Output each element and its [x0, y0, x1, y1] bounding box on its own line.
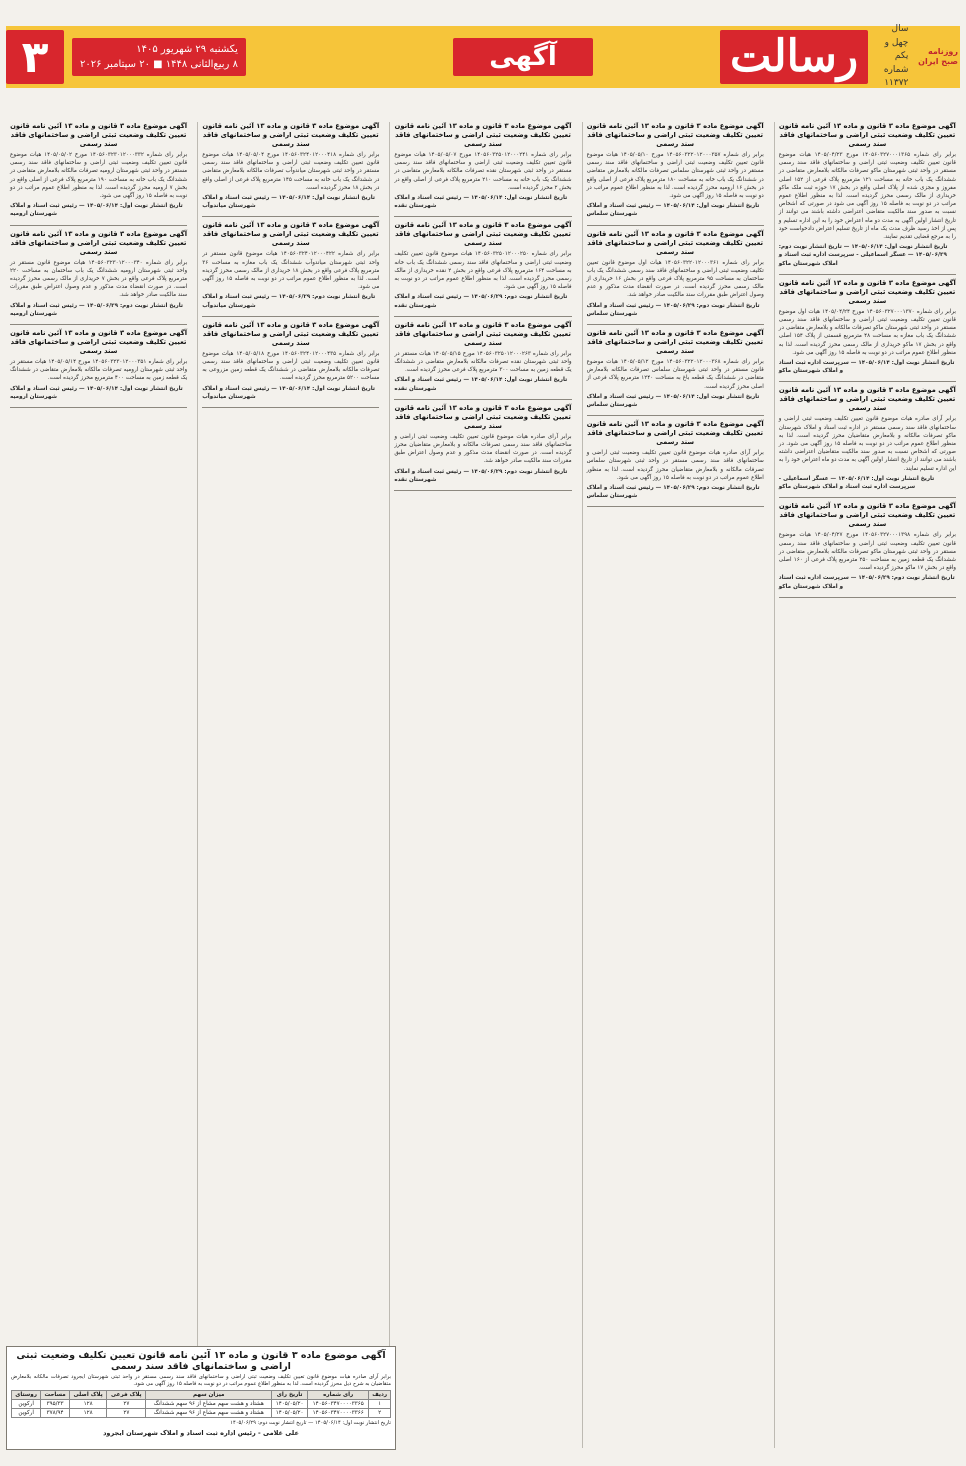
notice-body: برابر رای شماره ۱۴۰۵۶۰۳۲۵۰۱۲۰۰۰۲۴۱ مورخ ۱۴۰۵/۰۵/۰۷ هیات موضوع قانون تعیین تکلیف وضعیت ثبتی اراضی و ساختمانهای فاقد سند رسمی مستقر در واحد ثبتی شهرستان نقده تصرفات مالکانه بلامعارض متقاضی در ششدانگ یک باب خانه به مساحت ۲۱۰ مترمربع پلاک فرعی از اصلی واقع در بخش ۲ محرز گردیده است. — [394, 152, 572, 191]
notice-body: برابر رای شماره ۱۴۰۵۶۰۳۲۴۰۱۲۰۰۰۴۲۲ هیات موضوع قانون مستقر در واحد ثبتی شهرستان میاندوآب ششدانگ یک باب مغازه به مساحت ۳۶ مترمربع پلاک فرعی واقع در بخش ۱۸ خریداری از مالک رسمی محرز گردیده است. لذا به منظور اطلاع عموم مراتب در دو نوبت به فاصله ۱۵ روز آگهی می شود. — [202, 251, 380, 291]
notice-title: آگهی موضوع ماده ۳ قانون و ماده ۱۳ آئین نامه قانون تعیین تکلیف وضعیت ثبتی اراضی و ساختمانهای فاقد سند رسمی — [778, 122, 956, 148]
notice-column — [389, 122, 575, 1448]
legal-notice — [10, 230, 187, 318]
bottom-notice-box — [6, 1346, 396, 1450]
date-persian: یکشنبه ۲۹ شهریور ۱۴۰۵ — [136, 44, 238, 55]
notice-divider — [779, 497, 956, 498]
legal-notice — [587, 122, 764, 219]
notice-signature: تاریخ انتشار نوبت اول: ۱۴۰۵/۰۶/۱۴ — رئیس ثبت اسناد و املاک شهرستان سلماس — [586, 393, 760, 409]
table-cell: ۱۴۰۵۶۰۳۴۷۰۰۰۰۳۳۶۵ — [308, 1400, 369, 1409]
table-header-cell: تاریخ رای — [272, 1391, 308, 1400]
bottom-notice-dates: تاریخ انتشار نوبت اول: ۱۴۰۵/۰۶/۱۴ — تاریخ انتشار نوبت دوم: ۱۴۰۵/۰۶/۲۹ — [230, 1420, 391, 1426]
bottom-notice-intro: برابر آرای صادره هیات موضوع قانون تعیین تکلیف وضعیت ثبتی اراضی و ساختمانهای فاقد سند رسمی مستقر در واحد ثبتی شهرستان ایجرود تصرفات مالکانه بلامعارض متقاضیان به شرح ذیل محرز گردیده است. لذا به منظور اطلاع عموم مراتب در دو نوبت به فاصله ۱۵ روز آگهی می شود. — [11, 1374, 391, 1387]
notice-title: آگهی موضوع ماده ۳ قانون و ماده ۱۳ آئین نامه قانون تعیین تکلیف وضعیت ثبتی اراضی و ساختمانهای فاقد سند رسمی — [394, 403, 572, 430]
table-cell: ۱ — [369, 1400, 391, 1409]
notice-column — [582, 122, 768, 1448]
brand-small-text: روزنامه صبح ایران — [918, 47, 958, 66]
table-cell: ۱۲۸ — [69, 1409, 106, 1418]
legal-notice — [779, 502, 956, 590]
rulings-table — [11, 1390, 391, 1418]
table-header-cell: پلاک اصلی — [69, 1391, 106, 1400]
legal-notice — [10, 329, 187, 401]
notice-column — [197, 122, 383, 1448]
legal-notice — [587, 420, 764, 500]
notice-body: برابر رای شماره ۱۴۰۵۶۰۳۲۷۰۰۰۱۳۷۰ مورخ ۱۴۰۵/۰۴/۲۴ هیات اول موضوع قانون تعیین تکلیف وضعیت ثبتی اراضی و ساختمانهای فاقد سند رسمی مستقر در واحد ثبتی شهرستان ماکو تصرفات مالکانه و بلامعارض متقاضی در ششدانگ یک باب مغازه به مساحت ۴۸ مترمربع قسمتی از پلاک ۱۵۴ اصلی واقع در بخش ۱۷ ماکو خریداری از مالک رسمی محرز گردیده است. لذا به منظور اطلاع عموم مراتب در دو نوبت به فاصله ۱۵ روز آگهی می شود. — [778, 308, 957, 356]
notice-signature: تاریخ انتشار نوبت دوم: ۱۴۰۵/۰۶/۲۹ — رئیس ثبت اسناد و املاک شهرستان میاندوآب — [202, 294, 376, 309]
notice-title: آگهی موضوع ماده ۳ قانون و ماده ۱۳ آئین نامه قانون تعیین تکلیف وضعیت ثبتی اراضی و ساختمانهای فاقد سند رسمی — [394, 221, 572, 248]
issue-year: سال چهل و یکم — [884, 24, 909, 62]
notice-body: برابر رای شماره ۱۴۰۵۶۰۳۲۷۰۰۰۱۳۹۸ مورخ ۱۴۰۵/۰۴/۲۷ هیات موضوع قانون تعیین تکلیف وضعیت ثبتی اراضی و ساختمانهای فاقد سند رسمی مستقر در واحد ثبتی شهرستان ماکو تصرفات مالکانه بلامعارض متقاضی در ششدانگ یک قطعه زمین به مساحت ۲۵۰ مترمربع پلاک فرعی از ۱۶۰ اصلی واقع در بخش ۱۷ ماکو محرز گردیده است. — [778, 532, 956, 572]
legal-notice — [394, 321, 571, 393]
table-header-cell: ردیف — [369, 1391, 391, 1400]
legal-notice — [202, 122, 379, 210]
legal-notice — [587, 329, 764, 409]
notice-columns — [6, 122, 960, 1448]
table-row — [12, 1400, 391, 1409]
notice-divider — [10, 225, 187, 226]
notice-signature: تاریخ انتشار نوبت اول: ۱۴۰۵/۰۶/۱۴ — سرپرست اداره ثبت اسناد و املاک شهرستان ماکو — [778, 360, 955, 375]
notice-signature: تاریخ انتشار نوبت اول: ۱۴۰۵/۰۶/۱۴ — رئیس ثبت اسناد و املاک شهرستان نقده — [394, 377, 568, 392]
notice-title: آگهی موضوع ماده ۳ قانون و ماده ۱۳ آئین نامه قانون تعیین تکلیف وضعیت ثبتی اراضی و ساختمانهای فاقد سند رسمی — [394, 122, 572, 148]
issue-number: شماره ۱۱۳۷۲ — [883, 64, 909, 89]
notice-body: برابر رای شماره ۱۴۰۵۶۰۳۲۲۰۱۲۰۰۰۳۵۷ مورخ ۱۴۰۵/۰۵/۱۰ هیات موضوع قانون تعیین تکلیف وضعیت ثبتی اراضی و ساختمانهای فاقد سند رسمی مستقر در واحد ثبتی شهرستان سلماس تصرفات مالکانه بلامعارض متقاضی در ششدانگ یک باب خانه به مساحت ۱۸۰ مترمربع پلاک فرعی از اصلی واقع در بخش ۱۶ ارومیه محرز گردیده است. لذا به منظور اطلاع عموم مراتب در دو نوبت به فاصله ۱۵ روز آگهی می شود. — [586, 152, 764, 200]
notice-title: آگهی موضوع ماده ۳ قانون و ماده ۱۳ آئین نامه قانون تعیین تکلیف وضعیت ثبتی اراضی و ساختمانهای فاقد سند رسمی — [586, 329, 764, 356]
notice-body: برابر رای شماره ۱۴۰۵۶۰۳۲۴۰۱۲۰۰۰۴۱۸ مورخ ۱۴۰۵/۰۵/۰۴ هیات موضوع قانون تعیین تکلیف وضعیت ثبتی اراضی و ساختمانهای فاقد سند رسمی مستقر در واحد ثبتی شهرستان میاندوآب تصرفات مالکانه بلامعارض متقاضی در ششدانگ یک باب خانه به مساحت ۱۴۵ مترمربع پلاک فرعی از اصلی واقع در بخش ۱۸ محرز گردیده است. — [202, 152, 380, 191]
table-cell: ارکوین — [12, 1409, 41, 1418]
legal-notice — [779, 122, 956, 268]
legal-notice — [394, 221, 571, 309]
notice-divider — [394, 216, 571, 217]
legal-notice — [202, 321, 379, 401]
table-header-cell: میزان سهم — [146, 1391, 272, 1400]
notice-body: برابر آرای صادره هیات موضوع قانون تعیین تکلیف وضعیت ثبتی اراضی و ساختمانهای فاقد سند رسمی تصرفات مالکانه و بلامعارض متقاضیان محرز گردیده است. در صورت انقضاء مدت مذکور و عدم وصول اعتراض طبق مقررات سند مالکیت صادر خواهد شد. — [394, 433, 572, 465]
notice-signature: تاریخ انتشار نوبت دوم: ۱۴۰۵/۰۶/۲۹ — رئیس ثبت اسناد و املاک شهرستان نقده — [394, 294, 568, 309]
notice-title: آگهی موضوع ماده ۳ قانون و ماده ۱۳ آئین نامه قانون تعیین تکلیف وضعیت ثبتی اراضی و ساختمانهای فاقد سند رسمی — [202, 221, 380, 248]
table-cell: ۱۲۸ — [69, 1400, 106, 1409]
notice-signature: تاریخ انتشار نوبت اول: ۱۴۰۵/۰۶/۱۴ — عسگر اسماعیلی - سرپرست اداره ثبت اسناد و املاک شهرستان ماکو — [778, 475, 935, 491]
notice-divider — [394, 490, 571, 491]
table-cell: ۳۹۵/۳۳ — [41, 1400, 70, 1409]
notice-body: برابر رای شماره ۱۴۰۵۶۰۳۲۳۰۱۲۰۰۰۳۵۱ مورخ ۱۴۰۵/۰۵/۱۴ هیات مستقر در واحد ثبتی شهرستان ارومیه تصرفات مالکانه بلامعارض متقاضی در ششدانگ یک قطعه زمین به مساحت ۴۰۰ مترمربع محرز گردیده است. — [9, 359, 188, 382]
notice-divider — [587, 324, 764, 325]
brand-block — [720, 26, 960, 88]
notice-title: آگهی موضوع ماده ۳ قانون و ماده ۱۳ آئین نامه قانون تعیین تکلیف وضعیت ثبتی اراضی و ساختمانهای فاقد سند رسمی — [586, 229, 764, 256]
table-cell: ۲۷ — [107, 1409, 146, 1418]
table-cell: ۲۷ — [107, 1400, 146, 1409]
table-row — [12, 1409, 391, 1418]
notice-body: برابر آرای صادره هیات موضوع قانون تعیین تکلیف وضعیت ثبتی اراضی و ساختمانهای فاقد سند رسمی مستقر در واحد ثبتی شهرستان سلماس تصرفات مالکانه و بلامعارض متقاضیان محرز گردیده است. لذا به منظور اطلاع عموم مراتب در دو نوبت به فاصله ۱۵ روز آگهی می شود. — [586, 450, 764, 481]
notice-divider — [10, 324, 187, 325]
date-hijri-gregorian: ۸ ربیع‌الثانی ۱۴۴۸ ■ ۲۰ سپتامبر ۲۰۲۶ — [80, 59, 238, 70]
notice-signature: تاریخ انتشار نوبت اول: ۱۴۰۵/۰۶/۱۴ — رئیس ثبت اسناد و املاک شهرستان ارومیه — [9, 385, 183, 400]
legal-notice — [202, 221, 379, 309]
legal-notice — [779, 386, 956, 491]
newspaper-page — [0, 26, 966, 1466]
table-cell: ۱۴۰۵۶۰۳۴۷۰۰۰۰۳۳۶۶ — [308, 1409, 369, 1418]
notice-body: برابر رای شماره ۱۴۰۵۶۰۳۲۳۰۱۲۰۰۰۳۳۲ مورخ ۱۴۰۵/۰۵/۰۲ هیات موضوع قانون تعیین تکلیف وضعیت ثبتی اراضی و ساختمانهای فاقد سند رسمی مستقر در واحد ثبتی شهرستان ارومیه تصرفات مالکانه بلامعارض متقاضی در ششدانگ یک باب خانه به مساحت ۱۹۰ مترمربع پلاک فرعی از اصلی واقع در بخش ۷ ارومیه محرز گردیده است. لذا به منظور اطلاع عموم مراتب در دو نوبت به فاصله ۱۵ روز آگهی می شود. — [9, 152, 188, 200]
notice-body: برابر آرای صادره هیات موضوع قانون تعیین تکلیف وضعیت ثبتی اراضی و ساختمانهای فاقد سند رسمی مستقر در اداره ثبت اسناد و املاک شهرستان ماکو تصرفات مالکانه و بلامعارض متقاضیان محرز گردیده است. لذا به منظور اطلاع عموم مراتب در دو نوبت به فاصله ۱۵ روز آگهی می شود. در صورتی که اشخاص نسبت به صدور سند مالکیت متقاضیان اعتراضی داشته باشند می توانند از تاریخ انتشار اولین آگهی به مدت دو ماه اعتراض خود را به این اداره تسلیم نمایند. — [778, 416, 957, 472]
legal-notice — [394, 122, 571, 210]
notice-divider — [779, 597, 956, 598]
notice-signature: تاریخ انتشار نوبت اول: ۱۴۰۵/۰۶/۱۴ — رئیس ثبت اسناد و املاک شهرستان ارومیه — [9, 203, 183, 218]
notice-title: آگهی موضوع ماده ۳ قانون و ماده ۱۳ آئین نامه قانون تعیین تکلیف وضعیت ثبتی اراضی و ساختمانهای فاقد سند رسمی — [778, 502, 956, 529]
legal-notice — [394, 404, 571, 484]
brand-small — [914, 47, 960, 66]
notice-divider — [202, 316, 379, 317]
notice-divider — [202, 216, 379, 217]
notice-signature: تاریخ انتشار نوبت اول: ۱۴۰۵/۰۶/۱۴ — رئیس ثبت اسناد و املاک شهرستان سلماس — [586, 203, 760, 218]
notice-signature: تاریخ انتشار نوبت اول: ۱۴۰۵/۰۶/۱۴ — رئیس ثبت اسناد و املاک شهرستان میاندوآب — [202, 385, 375, 400]
notice-title: آگهی موضوع ماده ۳ قانون و ماده ۱۳ آئین نامه قانون تعیین تکلیف وضعیت ثبتی اراضی و ساختمانهای فاقد سند رسمی — [10, 229, 188, 256]
notice-body: برابر رای شماره ۱۴۰۵۶۰۳۲۷۰۰۰۱۳۶۵ مورخ ۱۴۰۵/۰۴/۲۳ هیات موضوع قانون تعیین تکلیف وضعیت ثبتی اراضی و ساختمانهای فاقد سند رسمی مستقر در واحد ثبتی شهرستان ماکو تصرفات مالکانه بلامعارض متقاضی در ششدانگ یک باب خانه به مساحت ۱۲۱ مترمربع پلاک فرعی از ۱۵۲ اصلی مفروز و مجزی شده از پلاک اصلی واقع در بخش ۱۷ حوزه ثبت ملک ماکو خریداری از مالک رسمی محرز گردیده است. لذا به منظور اطلاع عموم مراتب در دو نوبت به فاصله ۱۵ روز آگهی می شود در صورتی که اشخاص نسبت به صدور سند مالکیت متقاضی اعتراضی داشته باشند می توانند از تاریخ انتشار اولین آگهی به مدت دو ماه اعتراض خود را به این اداره تسلیم و پس از اخذ رسید ظرف مدت یک ماه از تاریخ تسلیم اعتراض دادخواست خود را به مرجع قضایی تقدیم نمایند. — [778, 152, 957, 241]
legal-notice — [779, 279, 956, 376]
notice-divider — [587, 415, 764, 416]
notice-title: آگهی موضوع ماده ۳ قانون و ماده ۱۳ آئین نامه قانون تعیین تکلیف وضعیت ثبتی اراضی و ساختمانهای فاقد سند رسمی — [778, 386, 956, 413]
notice-signature: تاریخ انتشار نوبت دوم: ۱۴۰۵/۰۶/۲۹ — رئیس ثبت اسناد و املاک شهرستان ارومیه — [9, 302, 183, 317]
notice-title: آگهی موضوع ماده ۳ قانون و ماده ۱۳ آئین نامه قانون تعیین تکلیف وضعیت ثبتی اراضی و ساختمانهای فاقد سند رسمی — [202, 320, 380, 347]
bottom-notice-title: آگهی موضوع ماده ۳ قانون و ماده ۱۳ آئین نامه قانون تعیین تکلیف وضعیت ثبتی اراضی و ساختمانهای فاقد سند رسمی — [16, 1350, 386, 1372]
notice-body: برابر رای شماره ۱۴۰۵۶۰۳۲۲۰۱۲۰۰۰۳۶۱ هیات اول موضوع قانون تعیین تکلیف وضعیت ثبتی اراضی و ساختمانهای فاقد سند رسمی ششدانگ یک باب ساختمان به مساحت ۹۵ مترمربع پلاک فرعی واقع در بخش ۱۶ خریداری از مالک رسمی محرز گردیده است. در صورت انقضاء مدت مذکور و عدم وصول اعتراض طبق مقررات سند مالکیت صادر خواهد شد. — [586, 259, 764, 299]
table-cell: ۳۷۸/۹۴ — [41, 1409, 70, 1418]
table-header-cell: رای شماره — [308, 1391, 369, 1400]
notice-signature: تاریخ انتشار نوبت دوم: ۱۴۰۵/۰۶/۲۹ — رئیس ثبت اسناد و املاک شهرستان سلماس — [586, 485, 760, 500]
table-cell: ۲ — [369, 1409, 391, 1418]
notice-body: برابر رای شماره ۱۴۰۵۶۰۳۲۲۰۱۲۰۰۰۳۶۸ مورخ ۱۴۰۵/۰۵/۱۲ هیات موضوع قانون مستقر در واحد ثبتی شهرستان سلماس تصرفات مالکانه بلامعارض متقاضی در ششدانگ یک قطعه باغ به مساحت ۱۲۴۰ مترمربع پلاک فرعی از اصلی محرز گردیده است. — [586, 359, 764, 390]
table-cell: هشتاد و هشت سهم مشاع از ۹۶ سهم ششدانگ — [146, 1409, 272, 1418]
notice-divider — [394, 399, 571, 400]
section-header — [326, 26, 720, 88]
notice-title: آگهی موضوع ماده ۳ قانون و ماده ۱۳ آئین نامه قانون تعیین تکلیف وضعیت ثبتی اراضی و ساختمانهای فاقد سند رسمی — [10, 122, 188, 148]
legal-notice — [10, 122, 187, 219]
notice-column — [774, 122, 960, 1448]
notice-signature: تاریخ انتشار نوبت اول: ۱۴۰۵/۰۶/۱۴ — تاریخ انتشار نوبت دوم: ۱۴۰۵/۰۶/۲۹ — عسگر اسماعیلی - سرپرست اداره ثبت اسناد و املاک شهرستان ماکو — [778, 244, 948, 267]
notice-title: آگهی موضوع ماده ۳ قانون و ماده ۱۳ آئین نامه قانون تعیین تکلیف وضعیت ثبتی اراضی و ساختمانهای فاقد سند رسمی — [202, 122, 380, 148]
table-cell: ارکوین — [12, 1400, 41, 1409]
notice-signature: تاریخ انتشار نوبت اول: ۱۴۰۵/۰۶/۱۴ — رئیس ثبت اسناد و املاک شهرستان نقده — [394, 195, 568, 210]
notice-body: برابر رای شماره ۱۴۰۵۶۰۳۲۵۰۱۲۰۰۰۲۶۳ مورخ ۱۴۰۵/۰۵/۱۵ هیات مستقر در واحد ثبتی شهرستان نقده تصرفات مالکانه بلامعارض متقاضی در ششدانگ یک قطعه زمین به مساحت ۳۰۰ مترمربع پلاک فرعی محرز گردیده است. — [394, 350, 572, 374]
date-block — [6, 26, 326, 88]
masthead — [6, 26, 960, 88]
section-title: آگهی — [453, 38, 593, 76]
notice-column — [6, 122, 191, 1448]
legal-notice — [587, 230, 764, 318]
rulings-table-header — [12, 1391, 391, 1400]
notice-title: آگهی موضوع ماده ۳ قانون و ماده ۱۳ آئین نامه قانون تعیین تکلیف وضعیت ثبتی اراضی و ساختمانهای فاقد سند رسمی — [10, 329, 188, 356]
notice-body: برابر رای شماره ۱۴۰۵۶۰۳۲۵۰۱۲۰۰۰۲۵۰ هیات موضوع قانون تعیین تکلیف وضعیت ثبتی اراضی و ساختمانهای فاقد سند رسمی ششدانگ یک باب خانه به مساحت ۱۶۴ مترمربع پلاک فرعی واقع در بخش ۲ نقده خریداری از مالک رسمی محرز گردیده است. لذا به منظور اطلاع عموم مراتب در دو نوبت به فاصله ۱۵ روز آگهی می شود. — [394, 251, 572, 291]
notice-divider — [10, 407, 187, 408]
notice-divider — [587, 506, 764, 507]
notice-signature: تاریخ انتشار نوبت دوم: ۱۴۰۵/۰۶/۲۹ — سرپرست اداره ثبت اسناد و املاک شهرستان ماکو — [778, 575, 955, 590]
table-header-cell: مساحت — [41, 1391, 70, 1400]
notice-title: آگهی موضوع ماده ۳ قانون و ماده ۱۳ آئین نامه قانون تعیین تکلیف وضعیت ثبتی اراضی و ساختمانهای فاقد سند رسمی — [778, 278, 956, 305]
table-header-cell: پلاک فرعی — [107, 1391, 146, 1400]
notice-divider — [779, 381, 956, 382]
newspaper-logo[interactable]: رسالت — [720, 30, 868, 84]
notice-title: آگهی موضوع ماده ۳ قانون و ماده ۱۳ آئین نامه قانون تعیین تکلیف وضعیت ثبتی اراضی و ساختمانهای فاقد سند رسمی — [586, 420, 764, 447]
notice-signature: تاریخ انتشار نوبت دوم: ۱۴۰۵/۰۶/۲۹ — رئیس ثبت اسناد و املاک شهرستان نقده — [394, 468, 568, 483]
notice-divider — [202, 407, 379, 408]
table-header-cell: روستای — [12, 1391, 41, 1400]
notice-divider — [394, 316, 571, 317]
notice-divider — [779, 274, 956, 275]
notice-title: آگهی موضوع ماده ۳ قانون و ماده ۱۳ آئین نامه قانون تعیین تکلیف وضعیت ثبتی اراضی و ساختمانهای فاقد سند رسمی — [394, 320, 572, 347]
table-cell: هشتاد و هشت سهم مشاع از ۹۶ سهم ششدانگ — [146, 1400, 272, 1409]
bottom-notice-signature: علی غلامی - رئیس اداره ثبت اسناد و املاک شهرستان ایجرود — [103, 1429, 299, 1437]
notice-signature: تاریخ انتشار نوبت دوم: ۱۴۰۵/۰۶/۲۹ — رئیس ثبت اسناد و املاک شهرستان سلماس — [586, 302, 760, 317]
issue-info — [874, 23, 908, 91]
date-box — [72, 38, 246, 76]
table-cell: ۱۴۰۵/۰۵/۲۰ — [272, 1400, 308, 1409]
notice-title: آگهی موضوع ماده ۳ قانون و ماده ۱۳ آئین نامه قانون تعیین تکلیف وضعیت ثبتی اراضی و ساختمانهای فاقد سند رسمی — [586, 122, 764, 148]
notice-divider — [587, 225, 764, 226]
table-cell: ۱۴۰۵/۰۵/۲۰ — [272, 1409, 308, 1418]
notice-signature: تاریخ انتشار نوبت اول: ۱۴۰۵/۰۶/۱۴ — رئیس ثبت اسناد و املاک شهرستان میاندوآب — [202, 195, 375, 210]
page-number: ۳ — [6, 30, 64, 84]
rulings-table-body — [12, 1400, 391, 1418]
notice-body: برابر رای شماره ۱۴۰۵۶۰۳۲۳۰۱۲۰۰۰۳۴۰ هیات موضوع قانون مستقر در واحد ثبتی شهرستان ارومیه ششدانگ یک باب ساختمان به مساحت ۲۲۰ مترمربع پلاک فرعی واقع در بخش ۷ خریداری از مالک رسمی محرز گردیده است. در صورت انقضاء مدت مذکور و عدم وصول اعتراض طبق مقررات سند مالکیت صادر خواهد شد. — [9, 259, 188, 299]
notice-body: برابر رای شماره ۱۴۰۵۶۰۳۲۴۰۱۲۰۰۰۴۳۵ مورخ ۱۴۰۵/۰۵/۱۸ هیات موضوع قانون تعیین تکلیف وضعیت ثبتی اراضی و ساختمانهای فاقد سند رسمی تصرفات مالکانه بلامعارض متقاضی در ششدانگ یک قطعه زمین مزروعی به مساحت ۵۲۰۰ مترمربع محرز گردیده است. — [202, 350, 380, 382]
